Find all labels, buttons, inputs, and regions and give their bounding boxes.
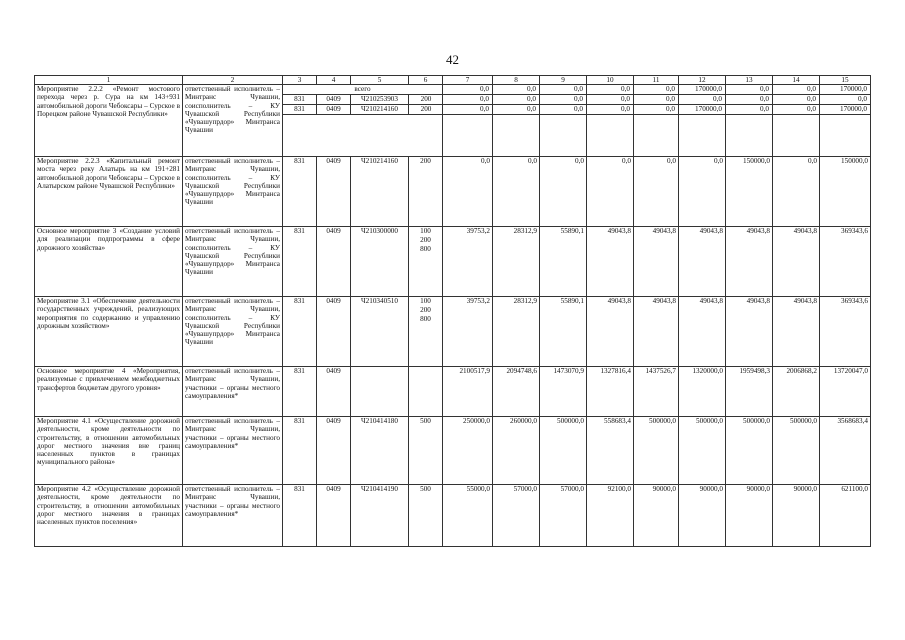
table-row — [35, 485, 871, 547]
executor: ответственный исполнитель – Минтранс Чувашии, участники – органы местного самоуправления* — [183, 417, 283, 485]
executor: ответственный исполнитель – Минтранс Чувашии, соисполнитель – КУ Чувашской Республики «Чувашупрдор» Минтранса Чувашии — [183, 227, 283, 297]
code-value: 831 — [283, 95, 317, 104]
year-value: 49043,8 — [679, 297, 726, 367]
measure-name: Основное мероприятие 3 «Создание условий для реализации подпрограммы в сфере дорожного хозяйства» — [35, 227, 183, 297]
year-value: 260000,0 — [493, 417, 540, 485]
year-value: 500000,0 — [540, 417, 587, 485]
expense-type-code — [409, 485, 443, 547]
header-cell: 12 — [679, 76, 726, 85]
header-cell: 7 — [443, 76, 493, 85]
executor: ответственный исполнитель – Минтранс Чувашии, соисполнитель – КУ Чувашской Республики «Чувашупрдор» Минтранса Чувашии — [183, 297, 283, 367]
year-value: 0,0 — [443, 157, 493, 227]
value-line: 0,0 — [634, 85, 678, 95]
value-line: 0,0 — [820, 95, 870, 105]
table-row — [35, 417, 871, 485]
sublines-block — [283, 85, 442, 115]
measure-name: Мероприятие 3.1 «Обеспечение деятельности государственных учреждений, реализующих мероприятия по содержанию и управлению дорожным хозяйством» — [35, 297, 183, 367]
value-line: 0,0 — [726, 85, 772, 95]
total-label-text: всего — [283, 85, 442, 95]
cell-line: 800 — [420, 315, 431, 324]
year-value: 150000,0 — [820, 157, 871, 227]
year-value — [540, 85, 587, 157]
year-value: 13720047,0 — [820, 367, 871, 417]
target-article-code: Ч210414190 — [351, 485, 409, 547]
year-value: 2100517,9 — [443, 367, 493, 417]
code-value: Ч210214160 — [351, 105, 409, 114]
year-value: 1959498,3 — [726, 367, 773, 417]
value-line: 0,0 — [443, 105, 492, 115]
year-value: 90000,0 — [726, 485, 773, 547]
year-value: 1473070,9 — [540, 367, 587, 417]
executor: ответственный исполнитель – Минтранс Чувашии, участники – органы местного самоуправления* — [183, 367, 283, 417]
cell-line: 100 — [420, 297, 431, 306]
measure-name: Мероприятие 2.2.3 «Капитальный ремонт моста через реку Алатырь на км 191+281 автомобильной дороги Чебоксары – Сурское в Алатырском районе Чувашской Республики» — [35, 157, 183, 227]
section-code: 0409 — [317, 297, 351, 367]
table-row — [35, 227, 871, 297]
year-value: 49043,8 — [587, 227, 634, 297]
header-cell: 1 — [35, 76, 183, 85]
value-line: 0,0 — [679, 95, 725, 105]
subline-codes — [283, 95, 442, 105]
grbs-code: 831 — [283, 367, 317, 417]
target-article-code: Ч210340510 — [351, 297, 409, 367]
year-value: 28312,9 — [493, 227, 540, 297]
year-value: 39753,2 — [443, 227, 493, 297]
year-value: 49043,8 — [726, 227, 773, 297]
value-line: 0,0 — [773, 85, 819, 95]
year-value: 55890,1 — [540, 227, 587, 297]
value-line: 170000,0 — [679, 85, 725, 95]
year-value: 500000,0 — [634, 417, 679, 485]
header-cell: 5 — [351, 76, 409, 85]
cell-line: 200 — [420, 236, 431, 245]
executor: ответственный исполнитель – Минтранс Чувашии, участники – органы местного самоуправления* — [183, 485, 283, 547]
value-line: 0,0 — [773, 105, 819, 115]
value-line: 0,0 — [493, 85, 539, 95]
year-value: 90000,0 — [634, 485, 679, 547]
header-cell: 10 — [587, 76, 634, 85]
year-value: 57000,0 — [493, 485, 540, 547]
year-value: 250000,0 — [443, 417, 493, 485]
value-line: 0,0 — [443, 85, 492, 95]
header-cell: 11 — [634, 76, 679, 85]
grbs-code: 831 — [283, 157, 317, 227]
year-value: 49043,8 — [634, 297, 679, 367]
cell-line: 800 — [420, 245, 431, 254]
section-code: 0409 — [317, 485, 351, 547]
value-line: 0,0 — [443, 95, 492, 105]
measure-name: Основное мероприятие 4 «Мероприятия, реализуемые с привлечением межбюджетных трансфертов бюджетам другого уровня» — [35, 367, 183, 417]
year-value: 90000,0 — [679, 485, 726, 547]
year-value: 49043,8 — [773, 297, 820, 367]
year-value: 57000,0 — [540, 485, 587, 547]
year-value: 49043,8 — [679, 227, 726, 297]
value-line: 170000,0 — [820, 105, 870, 115]
year-value: 369343,6 — [820, 227, 871, 297]
section-code: 0409 — [317, 227, 351, 297]
value-line: 170000,0 — [820, 85, 870, 95]
header-cell: 9 — [540, 76, 587, 85]
year-value: 49043,8 — [587, 297, 634, 367]
table-row — [35, 85, 871, 157]
header-cell: 2 — [183, 76, 283, 85]
year-value: 92100,0 — [587, 485, 634, 547]
year-value: 500000,0 — [679, 417, 726, 485]
value-line: 0,0 — [587, 105, 633, 115]
table-row — [35, 157, 871, 227]
value-line: 0,0 — [726, 95, 772, 105]
grbs-code: 831 — [283, 485, 317, 547]
table-row — [35, 297, 871, 367]
code-value: 831 — [283, 105, 317, 114]
year-value: 500000,0 — [773, 417, 820, 485]
cell-line: 200 — [420, 157, 431, 166]
expense-type-code — [409, 417, 443, 485]
year-value: 0,0 — [679, 157, 726, 227]
header-cell: 13 — [726, 76, 773, 85]
page-number: 42 — [446, 52, 459, 67]
section-code: 0409 — [317, 417, 351, 485]
value-line: 0,0 — [634, 95, 678, 105]
code-value: 200 — [420, 105, 432, 114]
code-value: Ч210253903 — [351, 95, 409, 104]
section-code: 0409 — [317, 157, 351, 227]
year-value: 558683,4 — [587, 417, 634, 485]
value-line: 0,0 — [540, 85, 586, 95]
value-line: 0,0 — [726, 105, 772, 115]
section-code: 0409 — [317, 367, 351, 417]
subline-codes — [283, 105, 442, 115]
grbs-code: 831 — [283, 417, 317, 485]
year-value — [443, 85, 493, 157]
code-value: 0409 — [317, 105, 351, 114]
code-value: 0409 — [317, 95, 351, 104]
value-line: 0,0 — [773, 95, 819, 105]
value-line: 0,0 — [540, 105, 586, 115]
year-value: 55890,1 — [540, 297, 587, 367]
cell-line: 200 — [420, 306, 431, 315]
total-label — [283, 85, 443, 157]
header-cell: 3 — [283, 76, 317, 85]
year-value — [634, 85, 679, 157]
year-value: 2094748,6 — [493, 367, 540, 417]
year-value — [820, 85, 871, 157]
year-value: 90000,0 — [773, 485, 820, 547]
cell-line: 500 — [420, 417, 431, 426]
year-value: 0,0 — [493, 157, 540, 227]
header-cell: 14 — [773, 76, 820, 85]
measure-name: Мероприятие 2.2.2 «Ремонт мостового перехода через р. Сура на км 143+931 автомобильной дороги Чебоксары – Сурское в Порецком районе Чувашской Республики» — [35, 85, 183, 157]
header-cell: 6 — [409, 76, 443, 85]
cell-line: 100 — [420, 227, 431, 236]
value-line: 0,0 — [540, 95, 586, 105]
grbs-code: 831 — [283, 227, 317, 297]
year-value — [587, 85, 634, 157]
year-value: 3568683,4 — [820, 417, 871, 485]
cell-line: 500 — [420, 485, 431, 494]
year-value: 0,0 — [773, 157, 820, 227]
expense-type-code — [409, 367, 443, 417]
year-value: 49043,8 — [773, 227, 820, 297]
year-value: 2006868,2 — [773, 367, 820, 417]
year-value: 369343,6 — [820, 297, 871, 367]
measure-name: Мероприятие 4.2 «Осуществление дорожной деятельности, кроме деятельности по строительству, в отношении автомобильных дорог местного значения в границах населенных пунктов поселения» — [35, 485, 183, 547]
cell-line — [411, 367, 440, 376]
year-value — [773, 85, 820, 157]
year-value — [679, 85, 726, 157]
target-article-code: Ч210414180 — [351, 417, 409, 485]
value-line: 0,0 — [493, 105, 539, 115]
executor: ответственный исполнитель – Минтранс Чувашии, соисполнитель – КУ Чувашской Республики «Чувашупрдор» Минтранса Чувашии — [183, 157, 283, 227]
measure-name: Мероприятие 4.1 «Осуществление дорожной деятельности, кроме деятельности по строительству, в отношении автомобильных дорог местного значения вне границ населенных пунктов в границах муниципального района» — [35, 417, 183, 485]
header-cell: 8 — [493, 76, 540, 85]
executor: ответственный исполнитель – Минтранс Чувашии, соисполнитель – КУ Чувашской Республики «Чувашупрдор» Минтранса Чувашии — [183, 85, 283, 157]
table-row — [35, 367, 871, 417]
year-value: 49043,8 — [634, 227, 679, 297]
year-value: 1437526,7 — [634, 367, 679, 417]
expense-type-code — [409, 157, 443, 227]
year-value: 39753,2 — [443, 297, 493, 367]
year-value: 55000,0 — [443, 485, 493, 547]
value-line: 0,0 — [493, 95, 539, 105]
year-value: 49043,8 — [726, 297, 773, 367]
expense-type-code — [409, 297, 443, 367]
target-article-code: Ч210300000 — [351, 227, 409, 297]
year-value — [493, 85, 540, 157]
grbs-code: 831 — [283, 297, 317, 367]
year-value: 500000,0 — [726, 417, 773, 485]
year-value: 0,0 — [540, 157, 587, 227]
header-row — [35, 76, 871, 85]
target-article-code: Ч210214160 — [351, 157, 409, 227]
header-cell: 15 — [820, 76, 871, 85]
value-line: 0,0 — [587, 95, 633, 105]
value-line: 0,0 — [587, 85, 633, 95]
year-value: 1320000,0 — [679, 367, 726, 417]
header-cell: 4 — [317, 76, 351, 85]
code-value: 200 — [420, 95, 432, 104]
target-article-code — [351, 367, 409, 417]
year-value: 28312,9 — [493, 297, 540, 367]
year-value: 1327816,4 — [587, 367, 634, 417]
year-value: 0,0 — [634, 157, 679, 227]
value-line: 170000,0 — [679, 105, 725, 115]
value-line: 0,0 — [634, 105, 678, 115]
year-value — [726, 85, 773, 157]
year-value: 150000,0 — [726, 157, 773, 227]
year-value: 621100,0 — [820, 485, 871, 547]
year-value: 0,0 — [587, 157, 634, 227]
program-table — [34, 75, 871, 547]
expense-type-code — [409, 227, 443, 297]
